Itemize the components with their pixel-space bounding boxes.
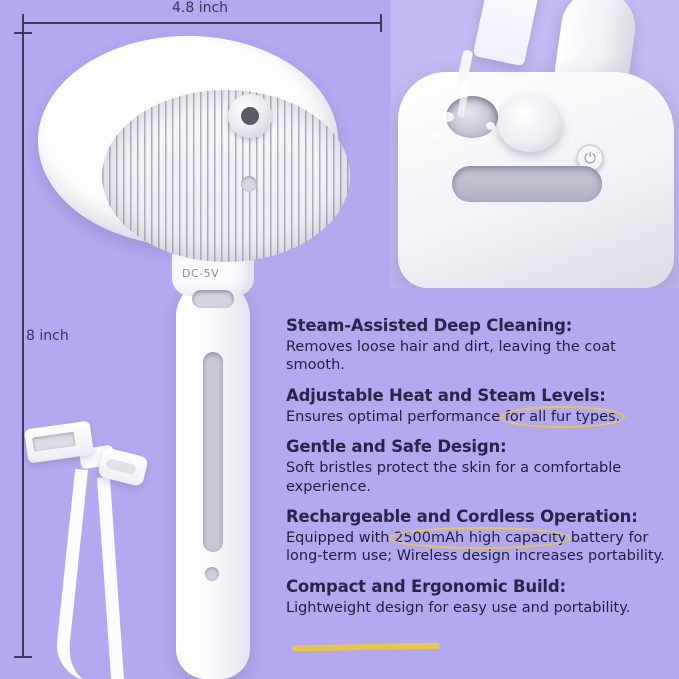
- feature-body-text-cont: battery for long-term use; Wireless design increases portability.: [286, 529, 665, 565]
- feature-title: Compact and Ergonomic Build:: [286, 577, 566, 597]
- feature-item: [286, 437, 670, 496]
- height-dimension-tick-bottom: [14, 656, 32, 658]
- feature-body: [286, 408, 670, 427]
- feature-body-text: Soft bristles protect the skin for a comfortable experience.: [286, 460, 622, 495]
- water-splash-drop: [442, 112, 454, 122]
- water-splash-drop: [486, 122, 495, 130]
- width-dimension-label: 4.8 inch: [172, 0, 229, 16]
- brush-bristle-pad: [102, 90, 350, 262]
- brush-head: [38, 36, 338, 246]
- feature-body: [286, 529, 670, 566]
- steam-hub-icon: [228, 94, 272, 138]
- steam-nozzle-icon: [241, 176, 257, 192]
- feature-body-text: Equipped with: [286, 529, 395, 546]
- feature-title: Gentle and Safe Design:: [286, 437, 507, 457]
- feature-body: [286, 599, 670, 618]
- handle-screw-dot: [205, 567, 219, 581]
- width-dimension-line: [22, 22, 382, 24]
- feature-list: [286, 316, 670, 617]
- dc-port-label: DC-5V: [182, 267, 220, 280]
- usb-cable-strand-right: [97, 475, 154, 679]
- width-dimension-tick-right: [380, 14, 382, 32]
- feature-title: Steam-Assisted Deep Cleaning:: [286, 316, 573, 335]
- feature-item: [286, 507, 670, 566]
- height-dimension-tick-top: [14, 32, 32, 34]
- water-splash-drop: [494, 100, 500, 106]
- highlight-underline: [292, 643, 440, 652]
- feature-item: [286, 316, 670, 375]
- feature-body: [286, 338, 670, 375]
- steam-control-knob: [498, 96, 562, 152]
- feature-title: Rechargeable and Cordless Operation:: [286, 507, 638, 527]
- photo-vent-slot: [452, 166, 602, 202]
- feature-body: [286, 459, 670, 496]
- product-photo: [390, 0, 679, 288]
- height-dimension-label: 8 inch: [26, 328, 69, 344]
- pad-shading: [102, 90, 350, 262]
- height-dimension-line: [22, 32, 24, 658]
- feature-highlight: 2500mAh high capacity: [394, 529, 567, 546]
- feature-body-text: Removes loose hair and dirt, leaving the coat smooth.: [286, 338, 616, 374]
- feature-body-text: Ensures optimal performance: [286, 408, 505, 425]
- feature-highlight: for all fur types.: [504, 408, 621, 425]
- feature-item: [286, 386, 670, 426]
- handle-grip-slot: [203, 352, 223, 552]
- feature-body-text: Lightweight design for easy use and portability.: [286, 599, 631, 616]
- water-bottle: [473, 0, 544, 66]
- charging-port: [192, 290, 234, 308]
- feature-title: Adjustable Heat and Steam Levels:: [286, 385, 606, 405]
- water-splash-drop: [434, 132, 441, 138]
- width-dimension-tick-left: [22, 14, 24, 32]
- feature-item: [286, 577, 670, 617]
